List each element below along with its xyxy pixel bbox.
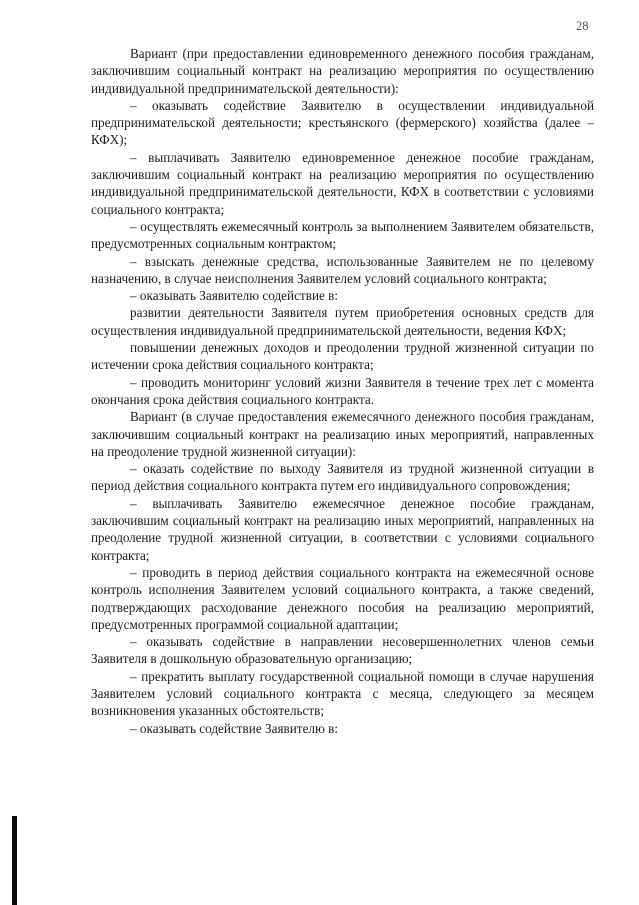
paragraph-develop-activity: развитии деятельности Заявителя путем приобретения основных средств для осуществления индивидуальной предпринимательской деятельности, ведения КФХ; xyxy=(91,305,594,338)
paragraph-assist-applicant-in: – оказывать содействие Заявителю в: xyxy=(130,720,339,736)
document-body xyxy=(91,45,594,737)
page-number: 28 xyxy=(576,19,589,33)
paragraph-control-execution: – проводить в период действия социального контракта на ежемесячной основе контроль исполнения Заявителем условий социального контракта, а также сведений, подтверждающих расходование денежного пособия на реализацию мероприятий, предусмотренных программой социальной адаптации; xyxy=(91,564,594,632)
paragraph-assist-entrepreneurship: – оказывать содействие Заявителю в осуществлении индивидуальной предпринимательской деятельности; крестьянского (фермерского) хозяйства (далее – КФХ); xyxy=(91,97,594,148)
paragraph-pay-monthly: – выплачивать Заявителю ежемесячное денежное пособие гражданам, заключившим социальный контракт на реализацию иных мероприятий, направленных на преодоление трудной жизненной ситуации, в соответствии с условиями социального контракта; xyxy=(91,495,594,563)
paragraph-monthly-control: – осуществлять ежемесячный контроль за выполнением Заявителем обязательств, предусмотренных социальным контрактом; xyxy=(91,218,594,252)
paragraph-increase-income: повышении денежных доходов и преодолении трудной жизненной ситуации по истечении срока действия социального контракта; xyxy=(91,340,594,373)
paragraph-variant-monthly: Вариант (в случае предоставления ежемесячного денежного пособия гражданам, заключившим социальный контракт на реализацию иных мероприятий, направленных на преодоление трудной жизненной ситуации): xyxy=(91,409,594,459)
paragraph-terminate-payment: – прекратить выплату государственной социальной помощи в случае нарушения Заявителем условий социального контракта с месяца, следующего за месяцем возникновения указанных обстоятельств; xyxy=(91,668,594,719)
paragraph-recover-funds: – взыскать денежные средства, использованные Заявителем не по целевому назначению, в случае неисполнения Заявителем условий социального контракта; xyxy=(91,253,594,286)
scan-edge-mark xyxy=(12,816,17,905)
paragraph-exit-difficult-situation: – оказать содействие по выходу Заявителя из трудной жизненной ситуации в период действия социального контракта путем его индивидуального сопровождения; xyxy=(91,461,594,494)
paragraph-pay-lump-sum: – выплачивать Заявителю единовременное денежное пособие гражданам, заключившим социальный контракт на реализацию мероприятия по осуществлению индивидуальной предпринимательской деятельности, КФХ в соответствии с условиями социального контракта; xyxy=(91,149,594,217)
paragraph-variant-lump-sum: Вариант (при предоставлении единовременного денежного пособия гражданам, заключившим социальный контракт на реализацию мероприятия по осуществлению индивидуальной предпринимательской деятельности): xyxy=(91,46,594,96)
paragraph-preschool: – оказывать содействие в направлении несовершеннолетних членов семьи Заявителя в дошкольную образовательную организацию; xyxy=(91,634,594,667)
paragraph-assist-in: – оказывать Заявителю содействие в: xyxy=(130,288,339,304)
paragraph-monitoring: – проводить мониторинг условий жизни Заявителя в течение трех лет с момента окончания срока действия социального контракта. xyxy=(91,374,594,407)
